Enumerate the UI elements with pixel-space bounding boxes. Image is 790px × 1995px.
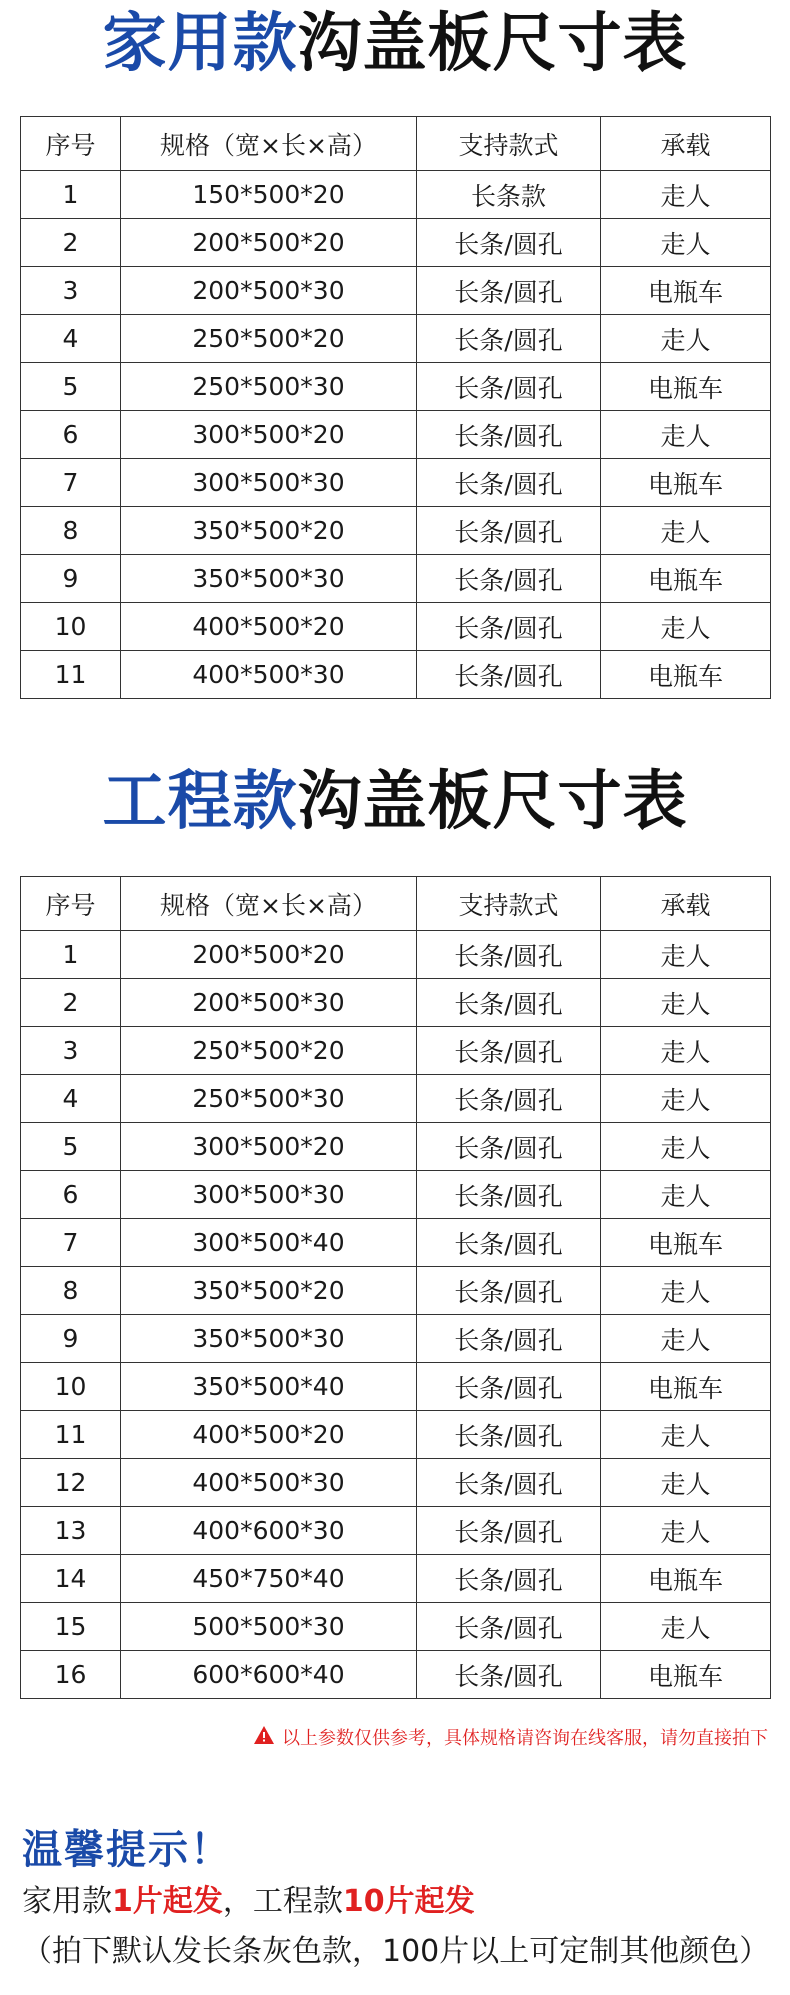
engineering-table-row	[21, 1123, 771, 1171]
engineering-table-cell: 2	[21, 979, 121, 1027]
engineering-size-table	[20, 876, 771, 1699]
engineering-table-cell: 400*500*20	[121, 1411, 417, 1459]
engineering-table-cell: 长条/圆孔	[417, 1315, 601, 1363]
engineering-table-cell: 1	[21, 931, 121, 979]
home-table-cell: 200*500*20	[121, 219, 417, 267]
home-table-cell: 400*500*20	[121, 603, 417, 651]
home-table-cell: 2	[21, 219, 121, 267]
home-table-row	[21, 267, 771, 315]
home-table-cell: 电瓶车	[601, 555, 771, 603]
home-table-cell: 长条/圆孔	[417, 603, 601, 651]
home-table-cell: 走人	[601, 507, 771, 555]
engineering-table-cell: 长条/圆孔	[417, 1411, 601, 1459]
home-table-cell: 电瓶车	[601, 267, 771, 315]
engineering-table-row	[21, 931, 771, 979]
home-table-cell: 400*500*30	[121, 651, 417, 699]
engineering-table-cell: 长条/圆孔	[417, 1555, 601, 1603]
engineering-table-cell: 走人	[601, 1459, 771, 1507]
home-table-cell: 长条/圆孔	[417, 219, 601, 267]
home-table-title	[0, 7, 790, 81]
home-title-highlight: 家用款	[102, 7, 298, 81]
engineering-table-row	[21, 1411, 771, 1459]
engineering-table-cell: 长条/圆孔	[417, 1603, 601, 1651]
warning-icon	[254, 1726, 274, 1749]
engineering-table-row	[21, 1363, 771, 1411]
home-table-cell: 5	[21, 363, 121, 411]
engineering-table-cell: 16	[21, 1651, 121, 1699]
tips-eng-min: 10片起发	[342, 1884, 475, 1919]
engineering-table-cell: 长条/圆孔	[417, 1171, 601, 1219]
engineering-table-cell: 350*500*40	[121, 1363, 417, 1411]
home-table-cell: 11	[21, 651, 121, 699]
engineering-header-cell: 规格（宽×长×高）	[121, 877, 417, 931]
engineering-table-cell: 12	[21, 1459, 121, 1507]
engineering-table-cell: 长条/圆孔	[417, 1363, 601, 1411]
engineering-table-cell: 11	[21, 1411, 121, 1459]
notice-text: 以上参数仅供参考，具体规格请咨询在线客服，请勿直接拍下	[282, 1728, 768, 1749]
engineering-header-cell: 承载	[601, 877, 771, 931]
home-table-cell: 长条/圆孔	[417, 363, 601, 411]
engineering-table-cell: 长条/圆孔	[417, 1027, 601, 1075]
engineering-table-cell: 350*500*30	[121, 1315, 417, 1363]
home-table-cell: 9	[21, 555, 121, 603]
home-table-row	[21, 459, 771, 507]
engineering-table-cell: 400*600*30	[121, 1507, 417, 1555]
tips-default-color-line: （拍下默认发长条灰色款，100片以上可定制其他颜色）	[22, 1934, 770, 1969]
engineering-header-cell: 序号	[21, 877, 121, 931]
engineering-table-cell: 走人	[601, 1411, 771, 1459]
home-table-cell: 长条款	[417, 171, 601, 219]
home-table-cell: 250*500*20	[121, 315, 417, 363]
tips-home-label: 家用款	[22, 1884, 112, 1919]
home-table-row	[21, 219, 771, 267]
reference-notice	[254, 1724, 768, 1750]
home-table-cell: 电瓶车	[601, 651, 771, 699]
home-table-cell: 150*500*20	[121, 171, 417, 219]
engineering-table-cell: 长条/圆孔	[417, 1459, 601, 1507]
engineering-table-cell: 长条/圆孔	[417, 1219, 601, 1267]
engineering-table-cell: 10	[21, 1363, 121, 1411]
engineering-table-cell: 长条/圆孔	[417, 1123, 601, 1171]
home-table-cell: 8	[21, 507, 121, 555]
engineering-table-row	[21, 1171, 771, 1219]
engineering-table-cell: 长条/圆孔	[417, 979, 601, 1027]
engineering-title-highlight: 工程款	[102, 765, 298, 839]
engineering-table-cell: 200*500*20	[121, 931, 417, 979]
engineering-table-cell: 电瓶车	[601, 1363, 771, 1411]
home-table-cell: 350*500*30	[121, 555, 417, 603]
engineering-table-row	[21, 1459, 771, 1507]
engineering-table-cell: 长条/圆孔	[417, 1267, 601, 1315]
home-table-cell: 长条/圆孔	[417, 459, 601, 507]
tips-min-order-line	[22, 1876, 475, 1920]
engineering-table-cell: 300*500*40	[121, 1219, 417, 1267]
home-table-row	[21, 363, 771, 411]
home-table-header-row	[21, 117, 771, 171]
engineering-table-cell: 电瓶车	[601, 1651, 771, 1699]
engineering-table-cell: 走人	[601, 1507, 771, 1555]
engineering-table-cell: 电瓶车	[601, 1219, 771, 1267]
tips-eng-label: ，工程款	[222, 1884, 343, 1919]
home-table-cell: 走人	[601, 603, 771, 651]
engineering-table-row	[21, 1555, 771, 1603]
home-table-cell: 1	[21, 171, 121, 219]
engineering-table-cell: 400*500*30	[121, 1459, 417, 1507]
tips-title: 温馨提示！	[22, 1827, 232, 1873]
home-table-cell: 300*500*30	[121, 459, 417, 507]
home-table-cell: 200*500*30	[121, 267, 417, 315]
tips-home-min: 1片起发	[112, 1884, 223, 1919]
engineering-table-cell: 300*500*30	[121, 1171, 417, 1219]
home-size-table	[20, 116, 771, 699]
engineering-table-cell: 走人	[601, 979, 771, 1027]
home-header-cell: 规格（宽×长×高）	[121, 117, 417, 171]
engineering-table-cell: 250*500*20	[121, 1027, 417, 1075]
home-table-cell: 4	[21, 315, 121, 363]
engineering-table-cell: 长条/圆孔	[417, 1651, 601, 1699]
home-table-cell: 长条/圆孔	[417, 555, 601, 603]
home-table-cell: 电瓶车	[601, 459, 771, 507]
engineering-table-cell: 4	[21, 1075, 121, 1123]
home-table-row	[21, 555, 771, 603]
home-header-cell: 支持款式	[417, 117, 601, 171]
engineering-table-cell: 14	[21, 1555, 121, 1603]
home-table-cell: 走人	[601, 219, 771, 267]
engineering-table-cell: 电瓶车	[601, 1555, 771, 1603]
engineering-table-cell: 200*500*30	[121, 979, 417, 1027]
home-table-cell: 300*500*20	[121, 411, 417, 459]
home-table-cell: 走人	[601, 411, 771, 459]
home-table-cell: 7	[21, 459, 121, 507]
engineering-table-row	[21, 1267, 771, 1315]
engineering-table-row	[21, 1075, 771, 1123]
engineering-table-cell: 走人	[601, 1075, 771, 1123]
engineering-table-row	[21, 1507, 771, 1555]
home-table-cell: 350*500*20	[121, 507, 417, 555]
home-table-cell: 长条/圆孔	[417, 651, 601, 699]
home-table-cell: 长条/圆孔	[417, 267, 601, 315]
home-table-row	[21, 171, 771, 219]
engineering-table-cell: 走人	[601, 1123, 771, 1171]
home-table-row	[21, 507, 771, 555]
home-header-cell: 承载	[601, 117, 771, 171]
engineering-table-cell: 走人	[601, 1267, 771, 1315]
engineering-table-row	[21, 1315, 771, 1363]
home-table-row	[21, 603, 771, 651]
engineering-title-rest: 沟盖板尺寸表	[297, 765, 688, 839]
engineering-table-cell: 走人	[601, 1027, 771, 1075]
engineering-table-cell: 15	[21, 1603, 121, 1651]
home-table-cell: 长条/圆孔	[417, 315, 601, 363]
engineering-table-row	[21, 1651, 771, 1699]
engineering-table-cell: 250*500*30	[121, 1075, 417, 1123]
engineering-table-row	[21, 1603, 771, 1651]
engineering-header-cell: 支持款式	[417, 877, 601, 931]
engineering-table-row	[21, 979, 771, 1027]
home-table-cell: 长条/圆孔	[417, 507, 601, 555]
home-table-cell: 电瓶车	[601, 363, 771, 411]
engineering-table-row	[21, 1027, 771, 1075]
engineering-table-cell: 300*500*20	[121, 1123, 417, 1171]
engineering-table-cell: 走人	[601, 1315, 771, 1363]
engineering-table-cell: 长条/圆孔	[417, 1507, 601, 1555]
engineering-table-cell: 450*750*40	[121, 1555, 417, 1603]
engineering-table-cell: 8	[21, 1267, 121, 1315]
engineering-table-cell: 6	[21, 1171, 121, 1219]
home-table-row	[21, 411, 771, 459]
engineering-table-cell: 500*500*30	[121, 1603, 417, 1651]
home-table-cell: 6	[21, 411, 121, 459]
engineering-table-cell: 长条/圆孔	[417, 931, 601, 979]
engineering-table-cell: 走人	[601, 1171, 771, 1219]
home-table-cell: 10	[21, 603, 121, 651]
engineering-table-cell: 13	[21, 1507, 121, 1555]
engineering-table-title	[0, 765, 790, 839]
engineering-table-cell: 600*600*40	[121, 1651, 417, 1699]
engineering-table-cell: 走人	[601, 1603, 771, 1651]
home-header-cell: 序号	[21, 117, 121, 171]
home-title-rest: 沟盖板尺寸表	[297, 7, 688, 81]
home-table-row	[21, 651, 771, 699]
home-table-cell: 走人	[601, 171, 771, 219]
home-table-cell: 250*500*30	[121, 363, 417, 411]
engineering-table-cell: 长条/圆孔	[417, 1075, 601, 1123]
home-table-cell: 走人	[601, 315, 771, 363]
engineering-table-cell: 走人	[601, 931, 771, 979]
home-table-row	[21, 315, 771, 363]
engineering-table-cell: 3	[21, 1027, 121, 1075]
engineering-table-cell: 350*500*20	[121, 1267, 417, 1315]
engineering-table-header-row	[21, 877, 771, 931]
home-table-cell: 3	[21, 267, 121, 315]
engineering-table-cell: 5	[21, 1123, 121, 1171]
engineering-table-row	[21, 1219, 771, 1267]
home-table-cell: 长条/圆孔	[417, 411, 601, 459]
engineering-table-cell: 7	[21, 1219, 121, 1267]
engineering-table-cell: 9	[21, 1315, 121, 1363]
